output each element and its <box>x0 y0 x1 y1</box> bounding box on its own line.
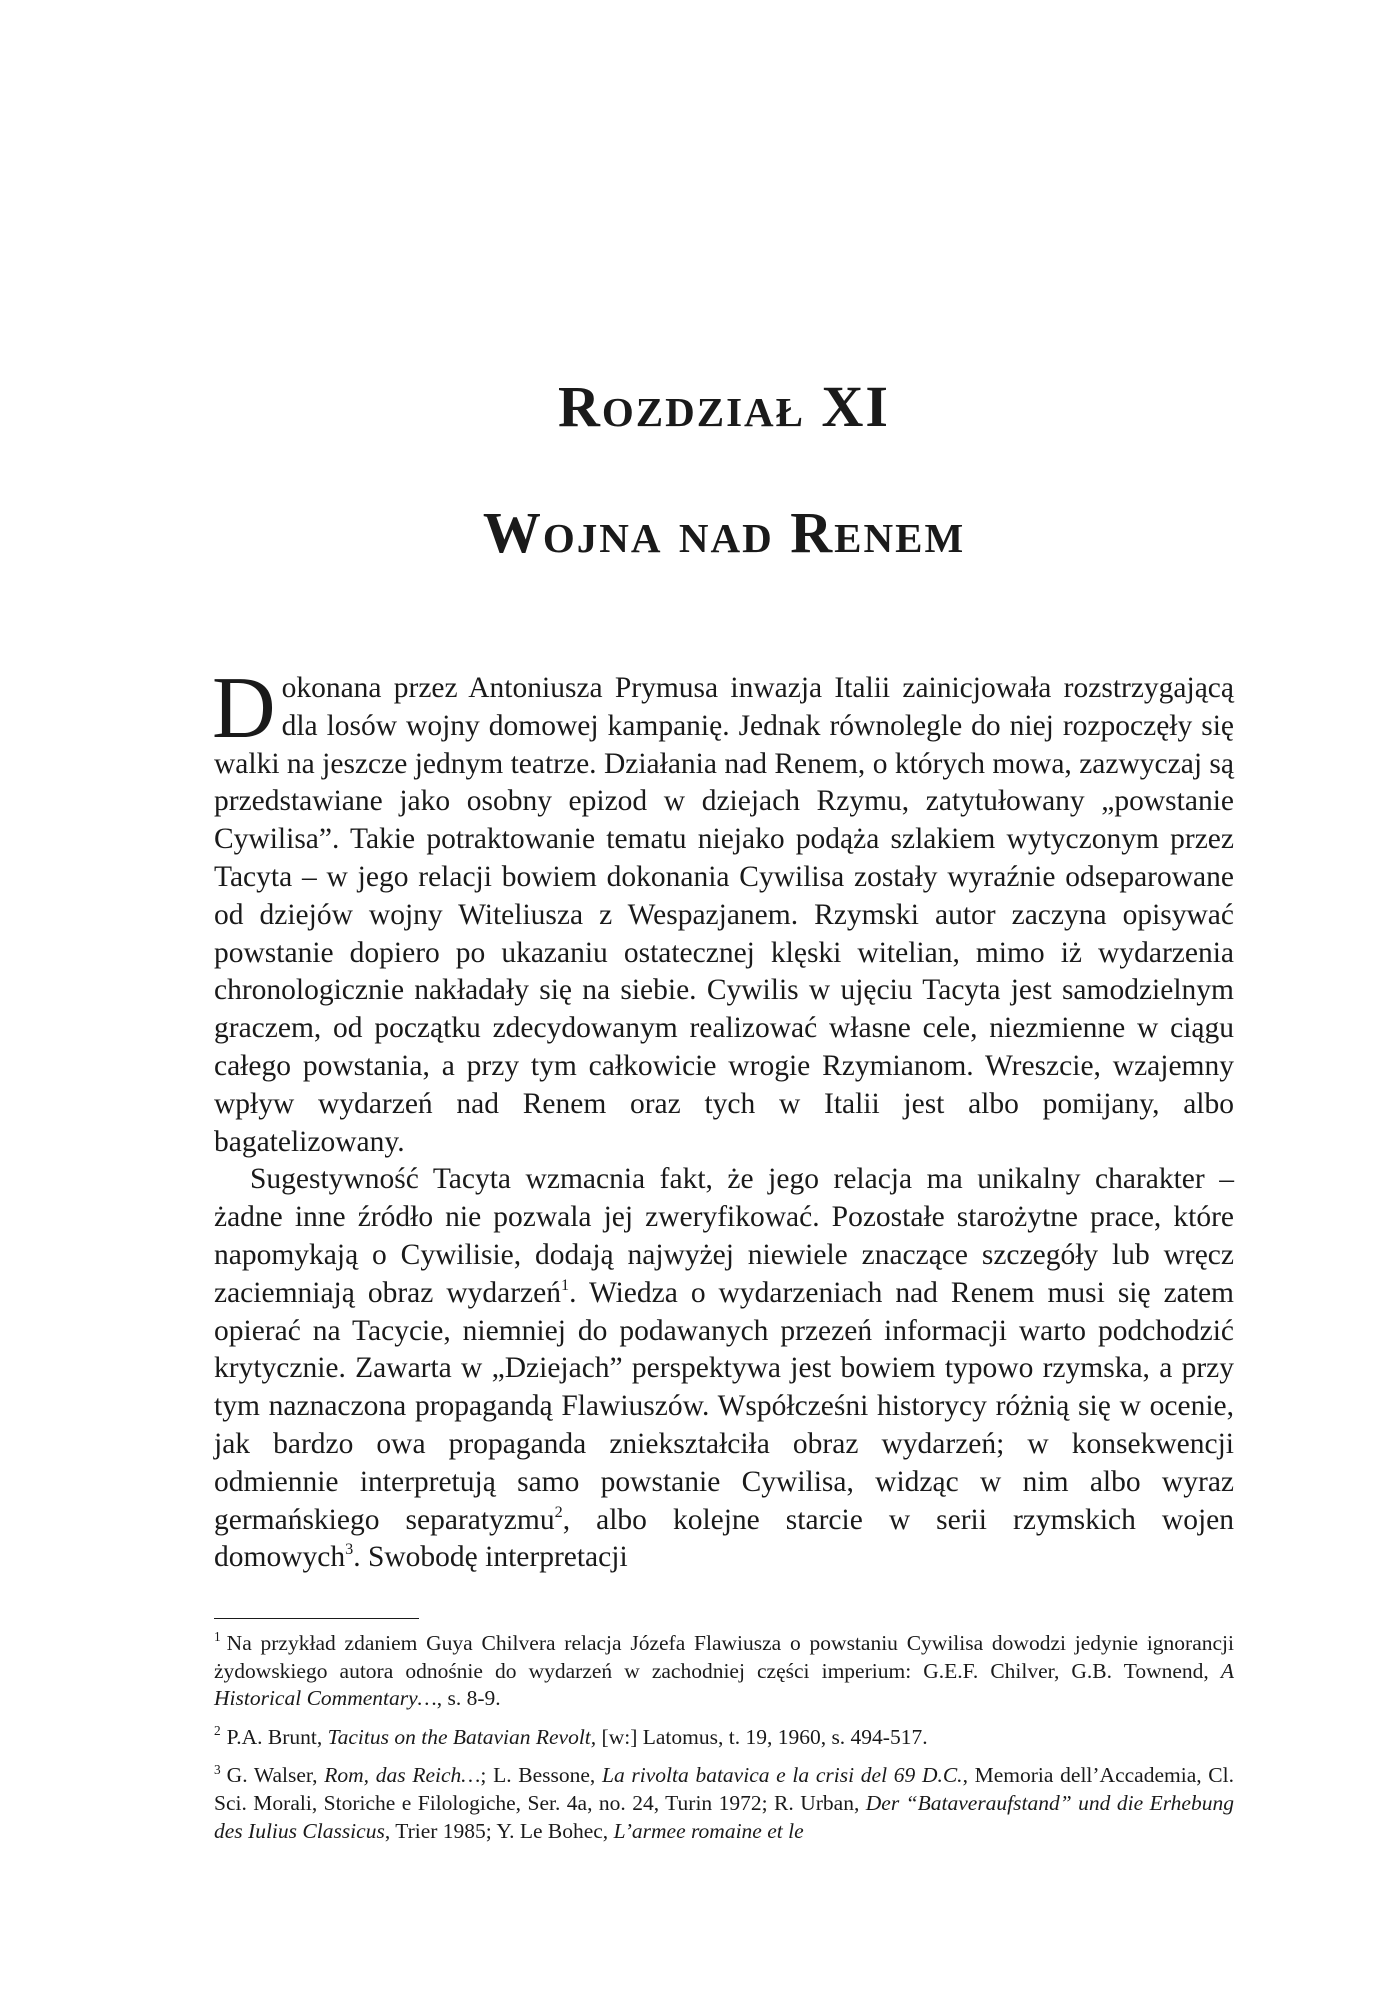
footnote-3-title-3: Der “Bataveraufstand” und die Erhebung des Iulius Classicus <box>214 1790 1234 1843</box>
footnote-1-text-b: , s. 8-9. <box>436 1686 501 1711</box>
footnote-separator <box>214 1618 419 1619</box>
footnote-2 <box>214 1724 1234 1752</box>
footnote-ref-2[interactable]: 2 <box>554 1502 563 1521</box>
footnote-3-title-2: La rivolta batavica e la crisi del 69 D.C. <box>602 1763 963 1788</box>
footnote-2-text-b: [w:] Latomus, t. 19, 1960, s. 494-517. <box>596 1724 928 1749</box>
book-page <box>214 0 1234 2012</box>
paragraph-2-text-c: , albo kolejne starcie w serii rzymskich wojen domowych <box>214 1503 1235 1574</box>
footnote-3-title-4: L’armee romaine et le <box>613 1818 804 1843</box>
footnote-3-mark: 3 <box>214 1761 221 1777</box>
paragraph-2-text-b: . Wiedza o wydarzeniach nad Renem musi się zatem opierać na Tacycie, niemniej do podawanych przezeń informacji warto podchodzić krytycznie. Zawarta w „Dziejach” perspektywa jest bowiem typowo rzymska, a przy tym naznaczona propagandą Flawiuszów. Współcześni historycy różnią się w ocenie, jak bardzo owa propaganda zniekształciła obraz wydarzeń; w konsekwencji odmiennie interpretują samo powstanie Cywilisa, widząc w nim albo wyraz germańskiego separatyzmu <box>214 1276 1234 1536</box>
footnote-1-text-a: Na przykład zdaniem Guya Chilvera relacja Józefa Flawiusza o powstaniu Cywilisa dowodzi jedynie ignorancji żydowskiego autora odnośnie do wydarzeń w zachodniej części imperium: G.E.F. Chilver, G.B. Townend, <box>214 1631 1234 1683</box>
footnote-ref-3[interactable]: 3 <box>345 1540 354 1559</box>
footnote-1-title: A Historical Commentary… <box>214 1658 1234 1711</box>
chapter-body <box>212 660 1235 1577</box>
chapter-title: Wojna nad Renem <box>482 500 966 565</box>
paragraph-2 <box>214 1161 1234 1577</box>
footnote-2-text-a: P.A. Brunt, <box>226 1724 328 1749</box>
footnote-3-title-1: Rom, das Reich… <box>324 1763 481 1788</box>
chapter-number: Rozdział XI <box>558 374 890 439</box>
footnotes <box>214 1630 1234 1856</box>
footnote-2-title: Tacitus on the Batavian Revolt, <box>327 1724 597 1749</box>
paragraph-1-text: okonana przez Antoniusza Prymusa inwazja Italii zainicjowała rozstrzygającą dla losów wojny domowej kampanię. Jednak równolegle do niej rozpoczęły się walki na jeszcze jednym teatrze. Działania nad Renem, o których mowa, zazwyczaj są przedstawiane jako osobny epizod w dziejach Rzymu, zatytułowany „powstanie Cywilisa”. Takie potraktowanie tematu niejako podąża szlakiem wytyczonym przez Tacyta – w jego relacji bowiem dokonania Cywilisa zostały wyraźnie odseparowane od dziejów wojny Witeliusza z Wespazjanem. Rzymski autor zaczyna opisywać powstanie dopiero po ukazaniu ostatecznej klęski witelian, mimo iż wydarzenia chronologicznie nakładały się na siebie. Cywilis w ujęciu Tacyta jest samodzielnym graczem, od początku zdecydowanym realizować własne cele, niezmienne w ciągu całego powstania, a przy tym całkowicie wrogie Rzymianom. Wreszcie, wzajemny wpływ wydarzeń nad Renem oraz tych w Italii jest albo pomijany, albo bagatelizowany. <box>214 672 1234 1158</box>
drop-cap: D <box>212 660 276 757</box>
paragraph-2-text-d: . Swobodę interpretacji <box>353 1541 628 1574</box>
footnote-1 <box>214 1630 1234 1713</box>
footnote-3-text-a: G. Walser, <box>226 1763 325 1788</box>
footnote-1-mark: 1 <box>214 1629 221 1645</box>
footnote-ref-1[interactable]: 1 <box>561 1275 570 1294</box>
footnote-3-text-b: ; L. Bessone, <box>480 1763 603 1788</box>
paragraph-2-text-a: Sugestywność Tacyta wzmacnia fakt, że jego relacja ma unikalny charakter – żadne inne źródło nie pozwala jej zweryfikować. Pozostałe starożytne prace, które napomykają o Cywilisie, dodają najwyżej niewiele znaczące szczegóły lub wręcz zaciemniają obraz wydarzeń <box>214 1163 1234 1309</box>
paragraph-1 <box>212 660 1234 1161</box>
footnote-3-text-d: , Trier 1985; Y. Le Bohec, <box>384 1818 614 1843</box>
footnote-2-mark: 2 <box>214 1723 221 1739</box>
footnote-3 <box>214 1762 1234 1845</box>
footnote-3-text-c: , Memoria dell’Accademia, Cl. Sci. Morali, Storiche e Filologiche, Ser. 4a, no. 24, Turin 1972; R. Urban, <box>214 1763 1234 1815</box>
